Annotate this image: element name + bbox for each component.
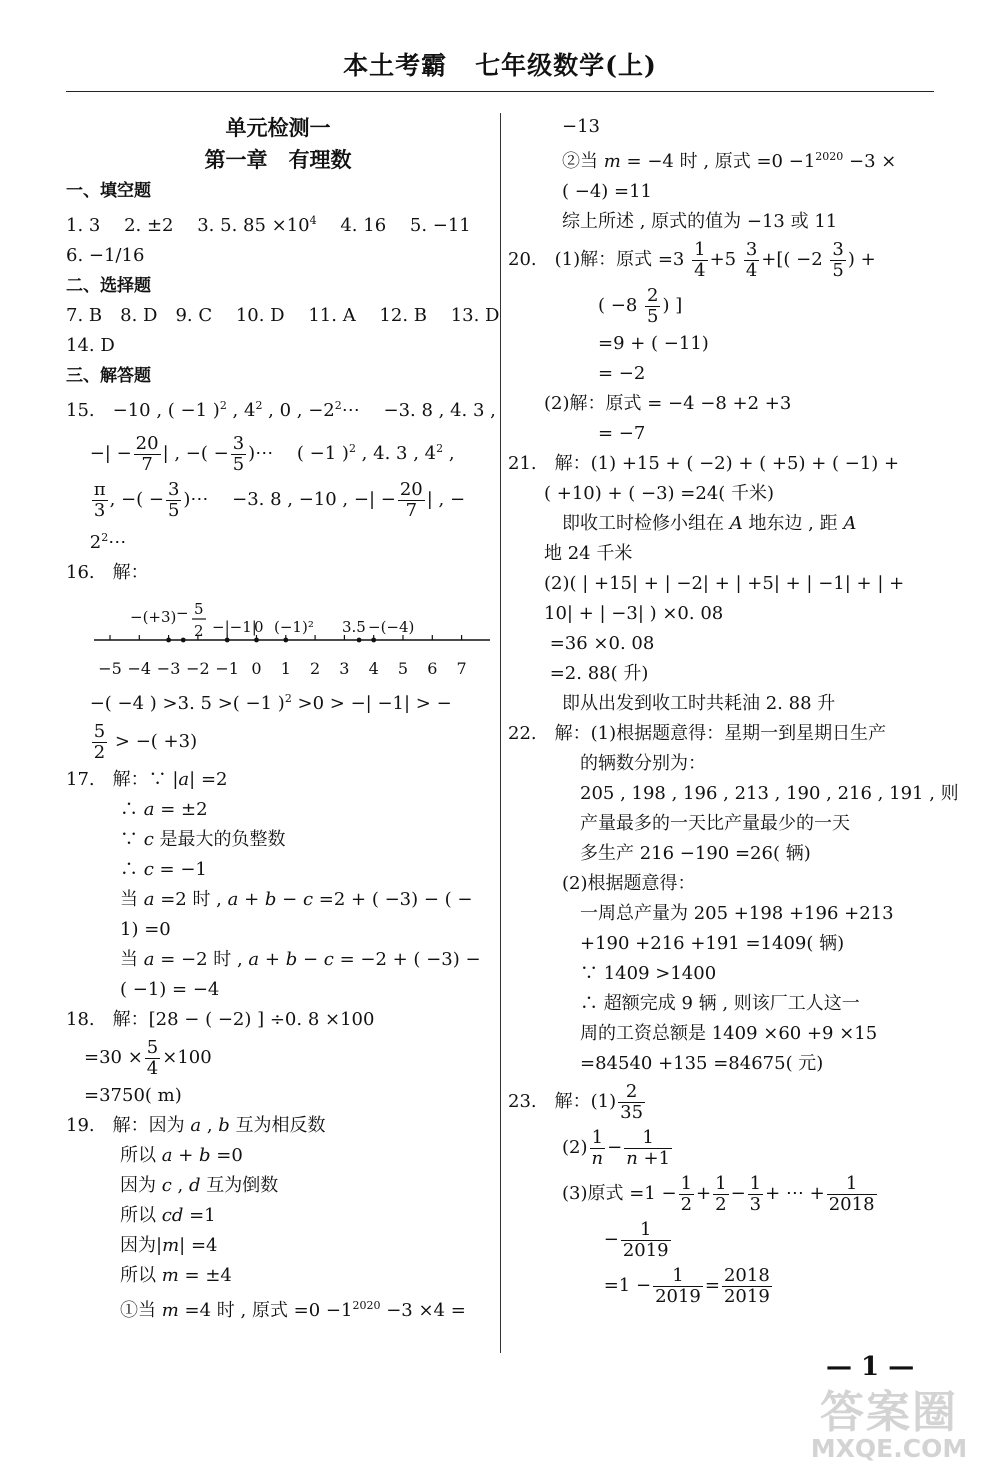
answer-line: 产量最多的一天比产量最少的一天 <box>508 813 850 834</box>
page-header: 本土考霸 七年级数学(上) <box>343 51 657 80</box>
answer-line: 所以 m = ±4 <box>66 1265 232 1286</box>
answer-line: =84540 +135 =84675( 元) <box>508 1053 824 1074</box>
answer-line: $\frac{\pi}{3}$ , −( − $\frac{3}{5}$ )⋯ −3. 8 , −10 , −| − $\frac{20}{7}$ | , − <box>93 478 466 521</box>
label-3-5: 3.5 <box>342 618 366 636</box>
tick-label: 1 <box>280 659 291 678</box>
answer-line: ∴ 超额完成 9 辆 , 则该厂工人这一 <box>508 993 860 1014</box>
answer-line: 因为 c , d 互为倒数 <box>66 1175 279 1196</box>
plotted-point <box>181 638 186 643</box>
answer-line: $2^2\cdots$ <box>66 531 127 553</box>
section-fill: 一、填空题 <box>66 181 151 201</box>
plotted-point <box>225 638 230 643</box>
label-minus-sign: − <box>176 604 189 622</box>
answer-line: 10| + | −3| ) ×0. 08 <box>508 603 724 624</box>
answer-line: (2)( | +15| + | −2| + | +5| + | −1| + | + <box>508 573 905 594</box>
answer-line: ( −4) =11 <box>508 181 653 202</box>
label-two: 2 <box>194 622 204 640</box>
answer-line: 所以 cd =1 <box>66 1205 216 1226</box>
answer-line: (2) $\frac{1}{n}$ − $\frac{1}{n +1}$ <box>508 1126 671 1169</box>
label-zero: 0 <box>254 618 264 636</box>
answer-line: ( −1) = −4 <box>66 979 220 1000</box>
answer-line: (2)解：原式 = −4 −8 +2 +3 <box>508 393 792 414</box>
label-five: 5 <box>194 600 204 618</box>
answer-line: 20. (1)解：原式 =3 $\frac{1}{4}$ +5 $\frac{3}{4}$ +[( −2 $\frac{3}{5}$ ) + <box>508 238 876 281</box>
answer-line: =1 − $\frac{1}{2019}$ = $\frac{2018}{2019}$ <box>508 1264 770 1307</box>
answer-line: (3)原式 =1 − $\frac{1}{2}$ + $\frac{1}{2}$ − $\frac{1}{3}$ + ⋯ + $\frac{1}{2018}$ <box>508 1172 875 1215</box>
answer-line: 当 a =2 时 , a + b − c =2 + ( −3) − ( − <box>66 889 473 910</box>
answer-line: 周的工资总额是 1409 ×60 +9 ×15 <box>508 1023 878 1044</box>
tick-label: 6 <box>427 659 438 678</box>
right-column <box>508 112 959 1309</box>
number-line <box>66 588 490 684</box>
answer-line: − $\frac{1}{2019}$ <box>508 1218 669 1261</box>
answer-line: 即收工时检修小组在 A 地东边 , 距 A <box>508 513 857 534</box>
answer-line: 17. 解：∵ |a| =2 <box>66 769 228 790</box>
answer-line: 一周总产量为 205 +198 +196 +213 <box>508 903 894 924</box>
label-neg-neg4: −(−4) <box>368 618 415 636</box>
answer-line: ②当 m = −4 时 , 原式 $=0 -1^{2020} -3$ × <box>508 150 897 172</box>
answer-line: =3750( m) <box>66 1085 182 1106</box>
answer-line: 6. −1/16 <box>66 245 145 266</box>
tick-label: 7 <box>456 659 467 678</box>
answer-line: = −7 <box>508 423 646 444</box>
answer-line: 所以 a + b =0 <box>66 1145 243 1166</box>
answer-line: 18. 解：[28 − ( −2) ] ÷0. 8 ×100 <box>66 1009 375 1030</box>
tick-label: −1 <box>215 659 239 678</box>
tick-label: 3 <box>339 659 350 678</box>
plotted-point <box>166 638 171 643</box>
answer-line: =36 ×0. 08 <box>508 633 655 654</box>
answer-line: 7. B 8. D 9. C 10. D 11. A 12. B 13. D <box>66 305 500 326</box>
answer-line: 的辆数分别为： <box>508 753 706 774</box>
answer-line: ①当 m =4 时 , 原式 $=0 -1^{2020} -3 \times 4$ = <box>66 1299 466 1321</box>
section-solve: 三、解答题 <box>66 366 151 386</box>
answer-line: 即从出发到收工时共耗油 2. 88 升 <box>508 693 836 714</box>
answer-line: ∵ 1409 >1400 <box>508 963 717 984</box>
answer-line: =2. 88( 升) <box>508 663 649 684</box>
unit-title: 单元检测一 <box>225 115 331 140</box>
answer-line: 地 24 千米 <box>508 543 633 564</box>
column-divider <box>500 113 501 1353</box>
page-number: — 1 — <box>826 1352 915 1382</box>
answer-line: −13 <box>508 116 600 137</box>
answer-line: 205 , 198 , 196 , 213 , 190 , 216 , 191 , 则 <box>508 783 959 804</box>
answer-line: 16. 解： <box>66 562 149 583</box>
answer-line: 15. −10 , ( −1 )$^2$ , $4^2$ , 0 , $-2^2\cdots$ −3. 8 , 4. 3 , <box>66 399 496 421</box>
header-rule <box>66 91 934 92</box>
tick-label: −5 <box>98 659 122 678</box>
tick-label: 0 <box>251 659 262 678</box>
answer-line: 22. 解：(1)根据题意得：星期一到星期日生产 <box>508 723 887 744</box>
answer-line: $\frac{5}{2}$ > −( +3) <box>93 720 198 763</box>
left-column <box>66 112 500 1326</box>
tick-label: −2 <box>186 659 210 678</box>
label-neg-abs1: −|−1| <box>212 618 257 636</box>
answer-line: 23. 解：(1) $\frac{2}{35}$ <box>508 1080 644 1123</box>
tick-label: −3 <box>156 659 181 678</box>
tick-label: 2 <box>310 659 321 678</box>
answer-line: 当 a = −2 时 , a + b − c = −2 + ( −3) − <box>66 949 481 970</box>
answer-line: 综上所述 , 原式的值为 −13 或 11 <box>508 211 838 232</box>
tick-label: 4 <box>368 659 379 678</box>
section-choice: 二、选择题 <box>66 276 151 296</box>
tick-label: 5 <box>397 659 409 678</box>
tick-label: −4 <box>127 659 152 678</box>
plotted-point <box>254 638 259 643</box>
plotted-point <box>371 638 376 643</box>
answer-line: 21. 解：(1) +15 + ( −2) + ( +5) + ( −1) + <box>508 453 900 474</box>
answer-line: (2)根据题意得： <box>508 873 696 894</box>
answer-line: −( −4 ) >3. 5 >( −1 )$^2$ >0 > −| −1| > − <box>66 692 452 714</box>
answer-line: 14. D <box>66 335 115 356</box>
answer-line: 19. 解：因为 a , b 互为相反数 <box>66 1115 326 1136</box>
number-line-figure <box>66 588 490 684</box>
answer-line: 1) =0 <box>66 919 171 940</box>
answer-line: =9 + ( −11) <box>508 333 709 354</box>
plotted-point <box>283 638 288 643</box>
chapter-title: 第一章 有理数 <box>204 147 352 172</box>
answer-line: 1. 3 2. ±2 3. 5. $85 \times 10^4$ 4. 16 5. −11 <box>66 214 471 236</box>
answer-line: ( −8 $\frac{2}{5}$ ) ] <box>508 284 683 327</box>
watermark: 答案圈 MXQE.COM <box>810 1387 968 1463</box>
label-neg-plus3: −(+3) <box>130 608 177 626</box>
answer-line: =30 × $\frac{5}{4}$ ×100 <box>66 1036 212 1079</box>
answer-line: 多生产 216 −190 =26( 辆) <box>508 843 811 864</box>
answer-line: ( +10) + ( −3) =24( 千米) <box>508 483 775 504</box>
plotted-point <box>357 638 362 643</box>
answer-line: +190 +216 +191 =1409( 辆) <box>508 933 845 954</box>
label-neg1-sq: (−1)² <box>274 618 314 636</box>
answer-line: = −2 <box>508 363 646 384</box>
answer-line: ∴ c = −1 <box>66 859 207 880</box>
answer-line: ∴ a = ±2 <box>66 799 208 820</box>
answer-line: 因为|m| =4 <box>66 1235 218 1256</box>
answer-line: −| − $\frac{20}{7}$ | , −( − $\frac{3}{5}$ )⋯ ( −1 )$^2$ , 4. 3 , $4^2$ , <box>66 432 455 475</box>
answer-line: ∵ c 是最大的负整数 <box>66 829 286 850</box>
